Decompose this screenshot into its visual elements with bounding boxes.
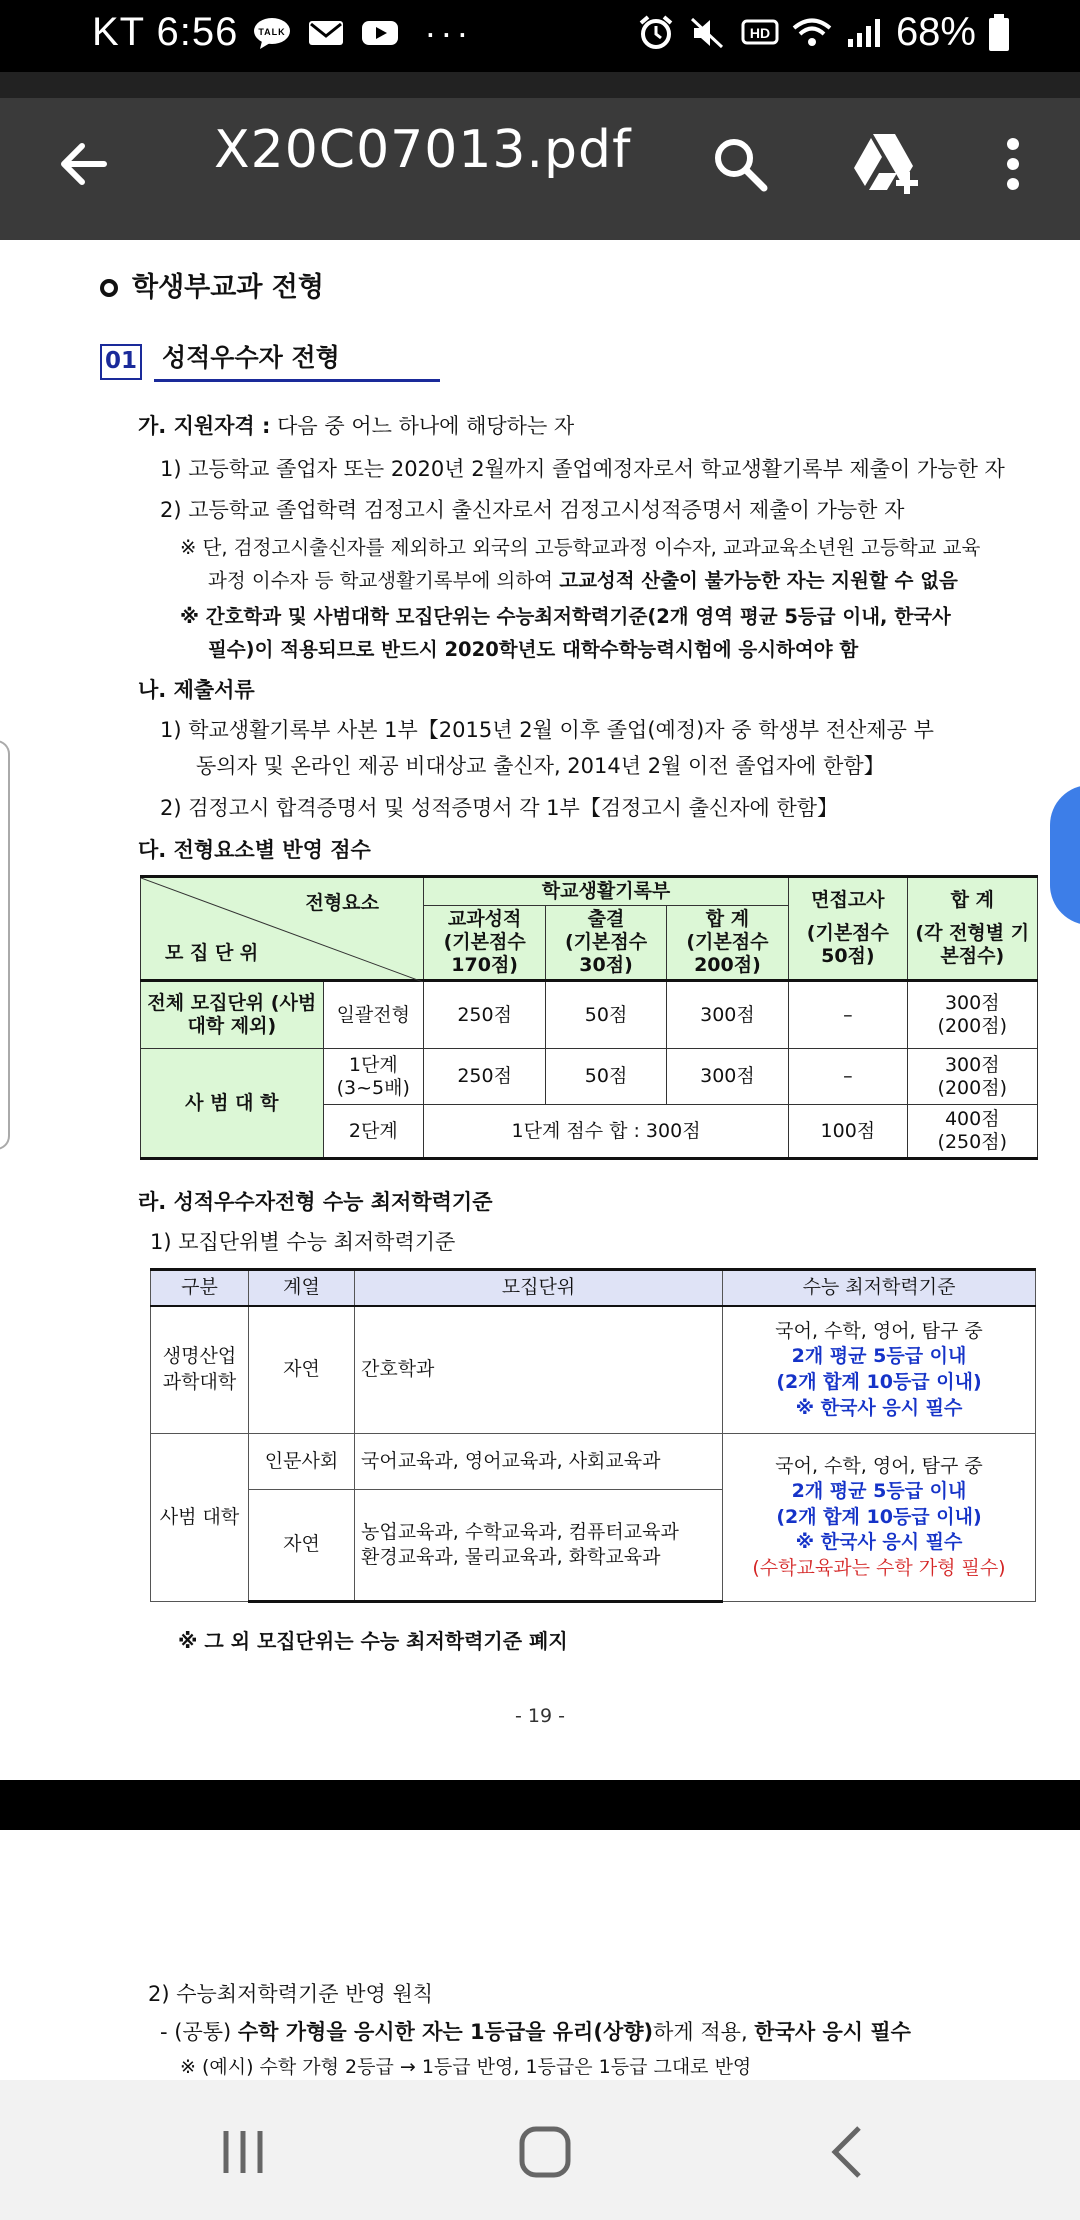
page-number: - 19 - [515,1705,565,1727]
qualification-label: 가. 지원자격 : [138,414,271,438]
signal-icon [844,15,884,51]
row2-criteria-2: 2개 평균 5등급 이내 [791,1480,967,1503]
principle-example: ※ (예시) 수학 가형 2등급 → 1등급 반영, 1등급은 1등급 그대로 반영 [180,2056,752,2078]
row2-criteria-4: ※ 한국사 응시 필수 [795,1531,963,1554]
battery-percent: 68% [895,10,976,54]
row1-sum-value: 300점 [944,992,1000,1015]
table-row [151,1434,1036,1490]
sum-header [907,877,1037,981]
row3-sum [907,1105,1037,1159]
heading-bullet-icon [100,279,118,297]
total-sr-header-sub: (기본점수 200점) [686,931,769,976]
row3-unit [355,1490,723,1602]
status-right [636,10,1010,55]
row1-division: 생명산업 과학대학 [151,1306,249,1434]
total-sr-header-title: 합 계 [705,908,750,931]
sum-header-sub: (각 전형별 기본점수) [915,922,1030,967]
other-units-note: ※ 그 외 모집단위는 수능 최저학력기준 폐지 [178,1629,568,1653]
fast-scroll-handle[interactable] [1050,785,1080,925]
row2-unit: 사 범 대 학 [141,1049,324,1159]
row2-interview: – [789,1049,907,1105]
row2-sum-value: 300점 [944,1053,1000,1076]
back-arrow-icon[interactable] [44,126,120,202]
sum-header-title: 합 계 [950,889,994,912]
row3-track: 자연 [249,1490,355,1602]
header-track: 계열 [249,1270,355,1306]
row3-sum-sub: (250점) [937,1131,1007,1153]
table-row [151,1306,1036,1434]
page-separator [0,1780,1080,1830]
corner-top-label: 전형요소 [305,892,379,914]
drive-add-icon[interactable] [848,126,924,202]
grades-header [423,905,545,980]
youtube-icon [360,15,400,51]
qualification-line [138,410,574,440]
row1-sum-sub: (200점) [937,1015,1007,1037]
principle-common-bold: 수학 가형을 응시한 자는 1등급을 유리(상향) [237,2020,654,2044]
row2-criteria-1: 국어, 수학, 영어, 탐구 중 [775,1454,983,1477]
group-header: 학교생활기록부 [423,877,788,906]
note-2-line-2: 필수)이 적용되므로 반드시 2020학년도 대학수학능력시험에 응시하여야 함 [208,638,859,661]
row2-criteria-5: (수학교육과는 수학 가형 필수) [752,1557,1006,1580]
corner-diagonal [141,878,423,982]
note-1-text: 과정 이수자 등 학교생활기록부에 의하여 [208,569,560,592]
row2-unit: 국어교육과, 영어교육과, 사회교육과 [355,1434,723,1490]
minimum-section-label: 라. 성적우수자전형 수능 최저학력기준 [138,1190,493,1214]
more-vert-icon[interactable] [975,126,1051,202]
attend-header [546,905,666,980]
row1-unit: 간호학과 [355,1306,723,1434]
score-table [140,875,1038,1160]
row1-sum [907,981,1037,1049]
row2-track: 인문사회 [249,1434,355,1490]
file-title: X20C07013.pdf [214,120,632,180]
documents-item-1-line-2: 동의자 및 온라인 제공 비대상교 출신자, 2014년 2월 이전 졸업자에 한함】 [196,754,885,778]
documents-item-1-line-1: 1) 학교생활기록부 사본 1부【2015년 2월 이후 졸업(예정)자 중 학생부 전산제공 부 [160,718,934,742]
wifi-icon [792,15,832,51]
battery-icon [988,14,1010,52]
pdf-page[interactable] [0,240,1080,1780]
row3-merged: 1단계 점수 합 : 300점 [423,1105,788,1159]
row1-criteria-1: 국어, 수학, 영어, 탐구 중 [775,1319,983,1342]
row3-stage: 2단계 [323,1105,423,1159]
row1-track: 자연 [249,1306,355,1434]
recents-icon[interactable] [208,2122,278,2182]
qualification-text: 다음 중 어느 하나에 해당하는 자 [270,414,575,438]
more-notifications: ··· [424,11,473,53]
row2-division: 사범 대학 [151,1434,249,1602]
header-division: 구분 [151,1270,249,1306]
row2-total: 300점 [666,1049,788,1105]
pdf-page-next[interactable] [0,1830,1080,2080]
row1-total: 300점 [666,981,788,1049]
row2-stage [323,1049,423,1105]
mute-icon [688,15,728,51]
row2-sum-sub: (200점) [937,1076,1007,1099]
principle-common-prefix: - (공통) [160,2020,238,2044]
section-title: 성적우수자 전형 [154,342,440,382]
left-scroll-handle[interactable] [0,740,10,1150]
row2-criteria-3: (2개 합계 10등급 이내) [776,1505,982,1528]
search-icon[interactable] [702,126,778,202]
carrier-time: KT 6:56 [92,10,239,54]
row3-sum-value: 400점 [944,1108,1000,1131]
row1-attend: 50점 [546,981,666,1049]
grades-header-sub: (기본점수 170점) [443,931,526,976]
qualification-item-2: 2) 고등학교 졸업학력 검정고시 출신자로서 검정고시성적증명서 제출이 가능한 자 [160,498,905,522]
row3-interview: 100점 [789,1105,907,1159]
row1-criteria-3: (2개 합계 10등급 이내) [776,1370,982,1393]
documents-label: 나. 제출서류 [138,678,255,702]
note-1-bold: 고교성적 산출이 불가능한 자는 지원할 수 없음 [559,569,958,592]
table-row [141,981,1038,1049]
row3-unit-2: 환경교육과, 물리교육과, 화학교육과 [361,1546,661,1569]
corner-bottom-label: 모 집 단 위 [165,942,259,965]
status-bar [0,0,1080,72]
alarm-icon [636,15,676,51]
section-number: 01 [100,344,142,380]
row1-unit: 전체 모집단위 (사범대학 제외) [141,981,324,1049]
principle-common [160,2016,911,2046]
header-unit: 모집단위 [355,1270,723,1306]
row2-sum [907,1049,1037,1105]
row2-stage-title: 1단계 [348,1053,398,1076]
row1-grades: 250점 [423,981,545,1049]
note-1-line-1: ※ 단, 검정고시출신자를 제외하고 외국의 고등학교과정 이수자, 교과교육소년원 고등학교 교육 [180,536,981,559]
mail-icon [306,15,346,51]
row1-criteria [723,1306,1036,1434]
principle-common-mid: 하게 적용, [653,2020,755,2044]
table-corner [141,877,424,981]
section-heading [100,342,440,382]
header-criteria: 수능 최저학력기준 [723,1270,1036,1306]
svg-text:TALK: TALK [258,26,287,37]
main-heading-text: 학생부교과 전형 [132,272,324,303]
principle-heading: 2) 수능최저학력기준 반영 원칙 [148,1982,434,2006]
documents-item-2: 2) 검정고시 합격증명서 및 성적증명서 각 1부【검정고시 출신자에 한함】 [160,796,839,820]
row1-stage: 일괄전형 [323,981,423,1049]
row2-attend: 50점 [546,1049,666,1105]
note-1-line-2 [208,565,958,593]
talk-icon [252,15,292,51]
grades-header-title: 교과성적 [447,908,522,931]
minimum-table [150,1268,1036,1603]
back-nav-icon[interactable] [812,2122,882,2182]
status-left [92,10,472,55]
principle-common-bold-2: 한국사 응시 필수 [754,2020,911,2044]
row2-criteria [723,1434,1036,1602]
row3-unit-1: 농업교육과, 수학교육과, 컴퓨터교육과 [361,1520,679,1543]
svg-text:HD: HD [749,24,771,41]
row1-criteria-2: 2개 평균 5등급 이내 [791,1345,967,1368]
row1-criteria-4: ※ 한국사 응시 필수 [795,1396,963,1419]
main-heading [100,270,324,305]
app-bar [0,98,1080,240]
qualification-item-1: 1) 고등학교 졸업자 또는 2020년 2월까지 졸업예정자로서 학교생활기록부 제출이 가능한 자 [160,457,1005,481]
note-2-line-1: ※ 간호학과 및 사범대학 모집단위는 수능최저학력기준(2개 영역 평균 5등급 이내, 한국사 [180,605,951,628]
home-icon[interactable] [510,2122,580,2182]
navigation-bar [0,2080,1080,2220]
interview-header-sub: (기본점수 50점) [806,922,889,967]
row2-stage-sub: (3~5배) [336,1076,410,1099]
attend-header-sub: (기본점수 30점) [564,931,648,976]
hd-icon [740,15,780,51]
minimum-subsection: 1) 모집단위별 수능 최저학력기준 [150,1230,456,1254]
interview-header [789,877,907,981]
row2-grades: 250점 [423,1049,545,1105]
table-row [141,1049,1038,1105]
interview-header-title: 면접고사 [811,889,885,912]
table-header-row [151,1270,1036,1306]
attend-header-title: 출결 [587,908,625,931]
row1-interview: – [789,981,907,1049]
appbar-divider [0,72,1080,98]
score-section-label: 다. 전형요소별 반영 점수 [138,838,371,862]
total-sr-header [666,905,788,980]
